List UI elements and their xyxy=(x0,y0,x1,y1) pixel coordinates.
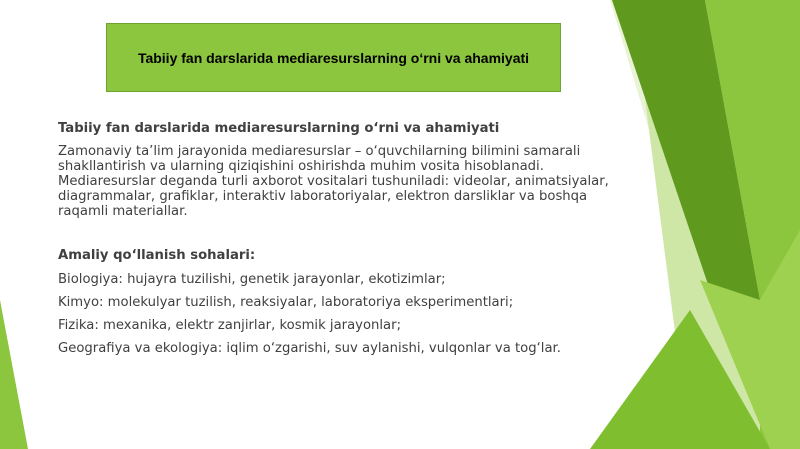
list-item: Geografiya va ekologiya: iqlim o‘zgarishi, suv aylanishi, vulqonlar va tog‘lar. xyxy=(58,341,561,356)
title-box xyxy=(106,23,561,92)
list-item: Fizika: mexanika, elektr zanjirlar, kosmik jarayonlar; xyxy=(58,318,402,333)
slide-content xyxy=(58,120,618,363)
content-heading: Tabiiy fan darslarida mediaresurslarning o‘rni va ahamiyati xyxy=(58,121,500,136)
left-green-shape xyxy=(0,300,28,449)
list-item: Biologiya: hujayra tuzilishi, genetik jarayonlar, ekotizimlar; xyxy=(58,272,446,287)
intro-paragraph: Zamonaviy ta’lim jarayonida mediaresurslar – o‘quvchilarning bilimini samarali shakllantirish va ularning qiziqishini oshirishda muhim vosita hisoblanadi. Mediaresurslar deganda turli axborot vositalari tushuniladi: videolar, animatsiyalar, diagrammalar, grafiklar, interaktiv laboratoriyalar, elektron darsliklar va boshqa raqamli materiallar. xyxy=(58,144,609,219)
list-item: Kimyo: molekulyar tuzilish, reaksiyalar, laboratoriya eksperimentlari; xyxy=(58,295,514,310)
slide-title: Tabiiy fan darslarida mediaresurslarning o‘rni va ahamiyati xyxy=(137,49,530,66)
section-heading: Amaliy qo‘llanish sohalari: xyxy=(58,248,256,263)
